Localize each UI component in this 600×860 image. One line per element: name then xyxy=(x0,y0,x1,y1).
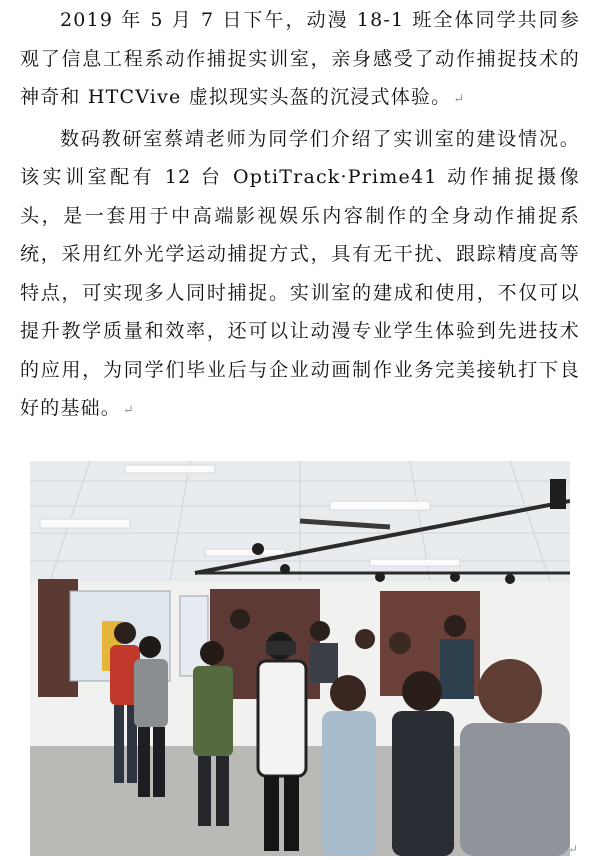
paragraph-mark: ↵ xyxy=(123,403,134,418)
photo-illustration xyxy=(30,461,570,856)
paragraph-2 xyxy=(20,120,580,431)
paragraph-end-mark: ↵ xyxy=(568,842,579,856)
document-body xyxy=(20,0,580,431)
paragraph-2-text: 数码教研室蔡靖老师为同学们介绍了实训室的建设情况。该实训室配有 12 台 OptiTrack·Prime41 动作捕捉摄像头，是一套用于中高端影视娱乐内容制作的全身动作捕捉系统，采用红外光学运动捕捉方式，具有无干扰、跟踪精度高等特点，可实现多人同时捕捉。实训室的建成和使用，不仅可以提升教学质量和效率，还可以让动漫专业学生体验到先进技术的应用，为同学们毕业后与企业动画制作业务完美接轨打下良好的基础。 xyxy=(20,127,580,419)
motion-capture-lab-photo xyxy=(30,461,570,856)
wall-board xyxy=(180,596,208,676)
paragraph-1-text: 2019 年 5 月 7 日下午，动漫 18-1 班全体同学共同参观了信息工程系动作捕捉实训室，亲身感受了动作捕捉技术的神奇和 HTCVive 虚拟现实头盔的沉浸式体验。 xyxy=(20,9,580,108)
paragraph-1 xyxy=(20,0,580,120)
paragraph-mark: ↵ xyxy=(453,92,465,107)
